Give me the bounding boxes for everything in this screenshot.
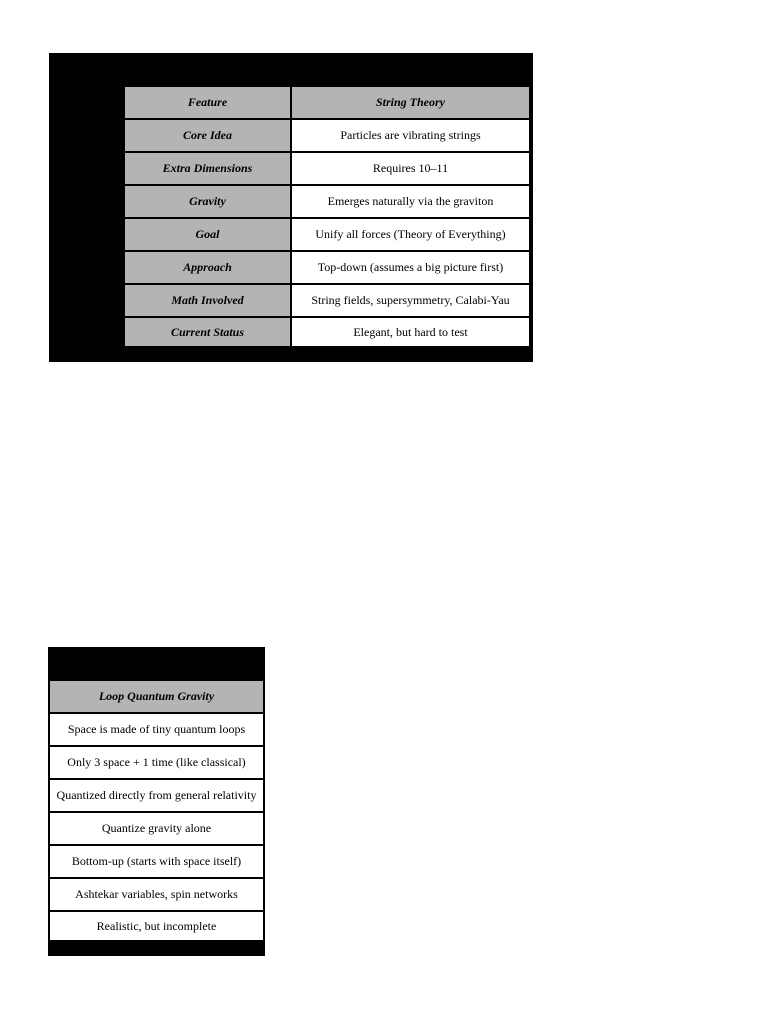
table-header-row (49, 680, 264, 713)
row-value: Emerges naturally via the graviton (291, 185, 530, 218)
table-row (49, 713, 264, 746)
row-value: Bottom-up (starts with space itself) (49, 845, 264, 878)
header-string-theory: String Theory (291, 86, 530, 119)
table-row (124, 152, 530, 185)
table-row (124, 251, 530, 284)
row-value: Ashtekar variables, spin networks (49, 878, 264, 911)
table-row (49, 911, 264, 941)
lqg-table-block (48, 647, 265, 956)
header-lqg: Loop Quantum Gravity (49, 680, 264, 713)
row-label: Goal (124, 218, 291, 251)
table-row (124, 317, 530, 347)
row-label: Gravity (124, 185, 291, 218)
row-value: Top-down (assumes a big picture first) (291, 251, 530, 284)
row-value: Quantize gravity alone (49, 812, 264, 845)
row-label: Math Involved (124, 284, 291, 317)
row-value: Realistic, but incomplete (49, 911, 264, 941)
row-value: Requires 10–11 (291, 152, 530, 185)
row-value: Space is made of tiny quantum loops (49, 713, 264, 746)
header-feature: Feature (124, 86, 291, 119)
row-value: Only 3 space + 1 time (like classical) (49, 746, 264, 779)
row-label: Approach (124, 251, 291, 284)
table-row (49, 746, 264, 779)
row-value: Quantized directly from general relativity (49, 779, 264, 812)
row-label: Current Status (124, 317, 291, 347)
table-row (49, 878, 264, 911)
table-row (124, 185, 530, 218)
table-row (49, 845, 264, 878)
table-row (49, 779, 264, 812)
lqg-table (48, 679, 265, 942)
row-value: Unify all forces (Theory of Everything) (291, 218, 530, 251)
string-theory-table-block (49, 53, 533, 362)
table-row (49, 812, 264, 845)
row-label: Extra Dimensions (124, 152, 291, 185)
table-header-row (124, 86, 530, 119)
table-row (124, 284, 530, 317)
row-label: Core Idea (124, 119, 291, 152)
string-theory-table (123, 85, 531, 348)
row-value: String fields, supersymmetry, Calabi-Yau (291, 284, 530, 317)
table-row (124, 119, 530, 152)
row-value: Particles are vibrating strings (291, 119, 530, 152)
row-value: Elegant, but hard to test (291, 317, 530, 347)
table-row (124, 218, 530, 251)
